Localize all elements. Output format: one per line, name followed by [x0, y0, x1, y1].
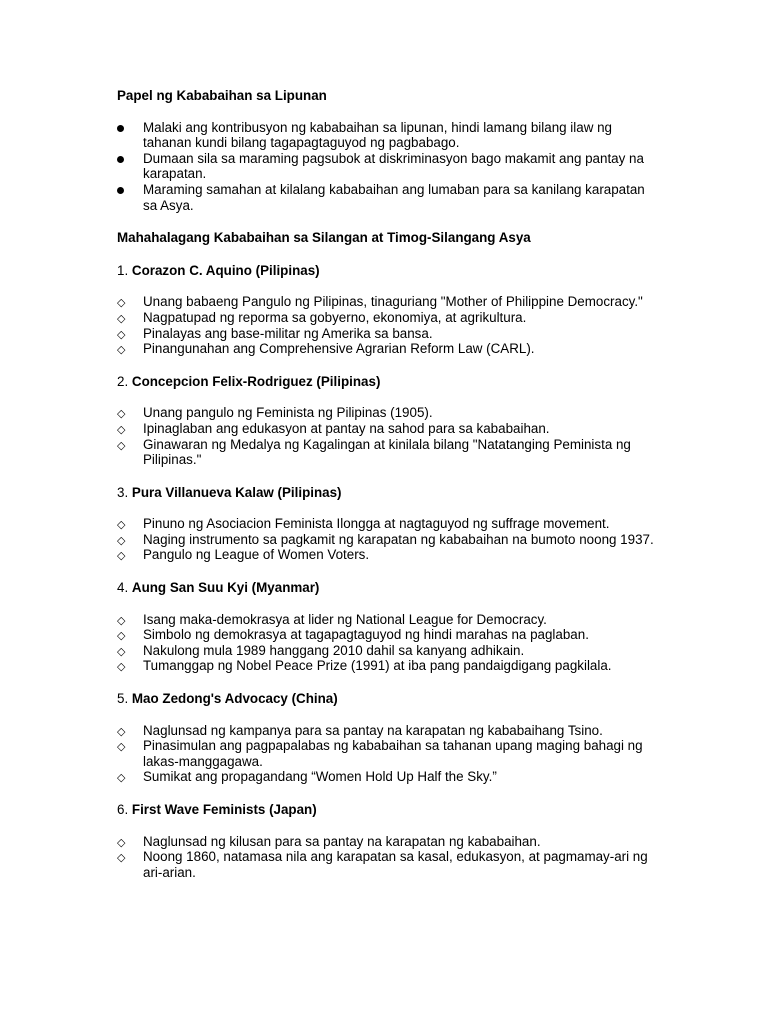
diamond-bullet-icon: ◇	[117, 297, 126, 310]
section-title	[117, 802, 657, 818]
list-item: ◇ Unang pangulo ng Feminista ng Pilipinas (1905).	[117, 405, 433, 421]
list-item: ◇ Naglunsad ng kilusan para sa pantay na karapatan ng kababaihan.	[117, 833, 541, 849]
list-item: ◇ Ipinaglaban ang edukasyon at pantay na sahod para sa kababaihan.	[117, 420, 550, 436]
section-title-text: Corazon C. Aquino (Pilipinas)	[131, 262, 320, 278]
section-title	[117, 580, 657, 596]
diamond-bullet-icon: ◇	[117, 408, 126, 421]
section-title-text: Concepcion Felix-Rodriguez (Pilipinas)	[131, 373, 381, 389]
list-item: ◇ Ginawaran ng Medalya ng Kagalingan at kinilala bilang "Natatanging Peminista ng Pilipinas."	[117, 436, 631, 468]
list-item: ◇ Pinuno ng Asociacion Feminista Ilongga at nagtaguyod ng suffrage movement.	[117, 516, 610, 532]
intro-heading: Papel ng Kababaihan sa Lipunan	[117, 88, 327, 103]
list-item: ◇ Isang maka-demokrasya at lider ng National League for Democracy.	[117, 611, 547, 627]
section-number: 3.	[117, 484, 129, 500]
list-item: ◇ Tumanggap ng Nobel Peace Prize (1991) at iba pang pandaigdigang pagkilala.	[117, 658, 612, 674]
section-number: 6.	[117, 802, 129, 817]
section-title	[117, 691, 657, 707]
bullet-dot-icon	[117, 156, 124, 163]
list-item: ◇ Naging instrumento sa pagkamit ng karapatan ng kababaihan na bumoto noong 1937.	[117, 531, 654, 547]
section-title-text: Mao Zedong's Advocacy (China)	[131, 691, 338, 707]
bullet-dot-icon	[117, 187, 124, 194]
document-page	[117, 88, 657, 880]
list-item: ◇ Pinangunahan ang Comprehensive Agrarian Reform Law (CARL).	[117, 341, 535, 357]
diamond-bullet-icon: ◇	[117, 423, 126, 436]
section-list	[117, 294, 657, 356]
diamond-bullet-icon: ◇	[117, 836, 126, 849]
intro-list	[117, 120, 657, 214]
list-item: ◇ Unang babaeng Pangulo ng Pilipinas, tinaguriang "Mother of Philippine Democracy."	[117, 294, 643, 310]
list-item: ◇ Pinalayas ang base-militar ng Amerika sa bansa.	[117, 325, 433, 341]
diamond-bullet-icon: ◇	[117, 439, 126, 452]
diamond-bullet-icon: ◇	[117, 344, 126, 357]
section-list	[117, 405, 657, 467]
diamond-bullet-icon: ◇	[117, 661, 126, 674]
section-list	[117, 612, 657, 674]
section-list	[117, 516, 657, 563]
diamond-bullet-icon: ◇	[117, 852, 126, 865]
list-item: Dumaan sila sa maraming pagsubok at diskriminasyon bago makamit ang pantay na karapatan.	[117, 151, 657, 182]
diamond-bullet-icon: ◇	[117, 519, 126, 532]
list-item: ◇ Noong 1860, natamasa nila ang karapatan sa kasal, edukasyon, at pagmamay-ari ng ari-arian.	[117, 849, 648, 880]
main-heading: Mahahalagang Kababaihan sa Silangan at Timog-Silangang Asya	[117, 230, 531, 246]
diamond-bullet-icon: ◇	[117, 614, 126, 627]
diamond-bullet-icon: ◇	[117, 328, 126, 341]
list-item: ◇ Pangulo ng League of Women Voters.	[117, 547, 370, 563]
section-title	[117, 263, 657, 279]
section-title	[117, 374, 657, 390]
diamond-bullet-icon: ◇	[117, 630, 126, 643]
bullet-dot-icon	[117, 125, 124, 132]
diamond-bullet-icon: ◇	[117, 312, 126, 325]
section-title-text: First Wave Feminists (Japan)	[131, 802, 317, 817]
diamond-bullet-icon: ◇	[117, 550, 126, 563]
section-title	[117, 485, 657, 501]
sections-container	[117, 246, 657, 881]
list-item: ◇ Pinasimulan ang pagpapalabas ng kababaihan sa tahanan upang maging bahagi ng lakas-manggagawa.	[117, 738, 643, 769]
diamond-bullet-icon: ◇	[117, 534, 126, 547]
list-item: Maraming samahan at kilalang kababaihan ang lumaban para sa kanilang karapatan sa Asya.	[117, 182, 657, 213]
section-number: 5.	[117, 691, 129, 707]
list-item: ◇ Sumikat ang propagandang “Women Hold Up Half the Sky.”	[117, 769, 497, 785]
section-list	[117, 723, 657, 785]
section-list	[117, 834, 657, 881]
list-item: ◇ Simbolo ng demokrasya at tagapagtaguyod ng hindi marahas na paglaban.	[117, 627, 589, 643]
section-number: 2.	[117, 373, 129, 389]
list-item: ◇ Nagpatupad ng reporma sa gobyerno, ekonomiya, at agrikultura.	[117, 309, 527, 325]
diamond-bullet-icon: ◇	[117, 725, 126, 738]
diamond-bullet-icon: ◇	[117, 741, 126, 754]
section-title-text: Pura Villanueva Kalaw (Pilipinas)	[131, 484, 342, 500]
list-item: ◇ Naglunsad ng kampanya para sa pantay na karapatan ng kababaihang Tsino.	[117, 722, 603, 738]
diamond-bullet-icon: ◇	[117, 772, 126, 785]
section-title-text: Aung San Suu Kyi (Myanmar)	[131, 580, 320, 596]
section-number: 1.	[117, 262, 129, 278]
section-number: 4.	[117, 580, 129, 596]
diamond-bullet-icon: ◇	[117, 645, 126, 658]
list-item: Malaki ang kontribusyon ng kababaihan sa lipunan, hindi lamang bilang ilaw ng tahanan kundi bilang tagapagtaguyod ng pagbabago.	[117, 120, 657, 151]
list-item: ◇ Nakulong mula 1989 hanggang 2010 dahil sa kanyang adhikain.	[117, 642, 525, 658]
